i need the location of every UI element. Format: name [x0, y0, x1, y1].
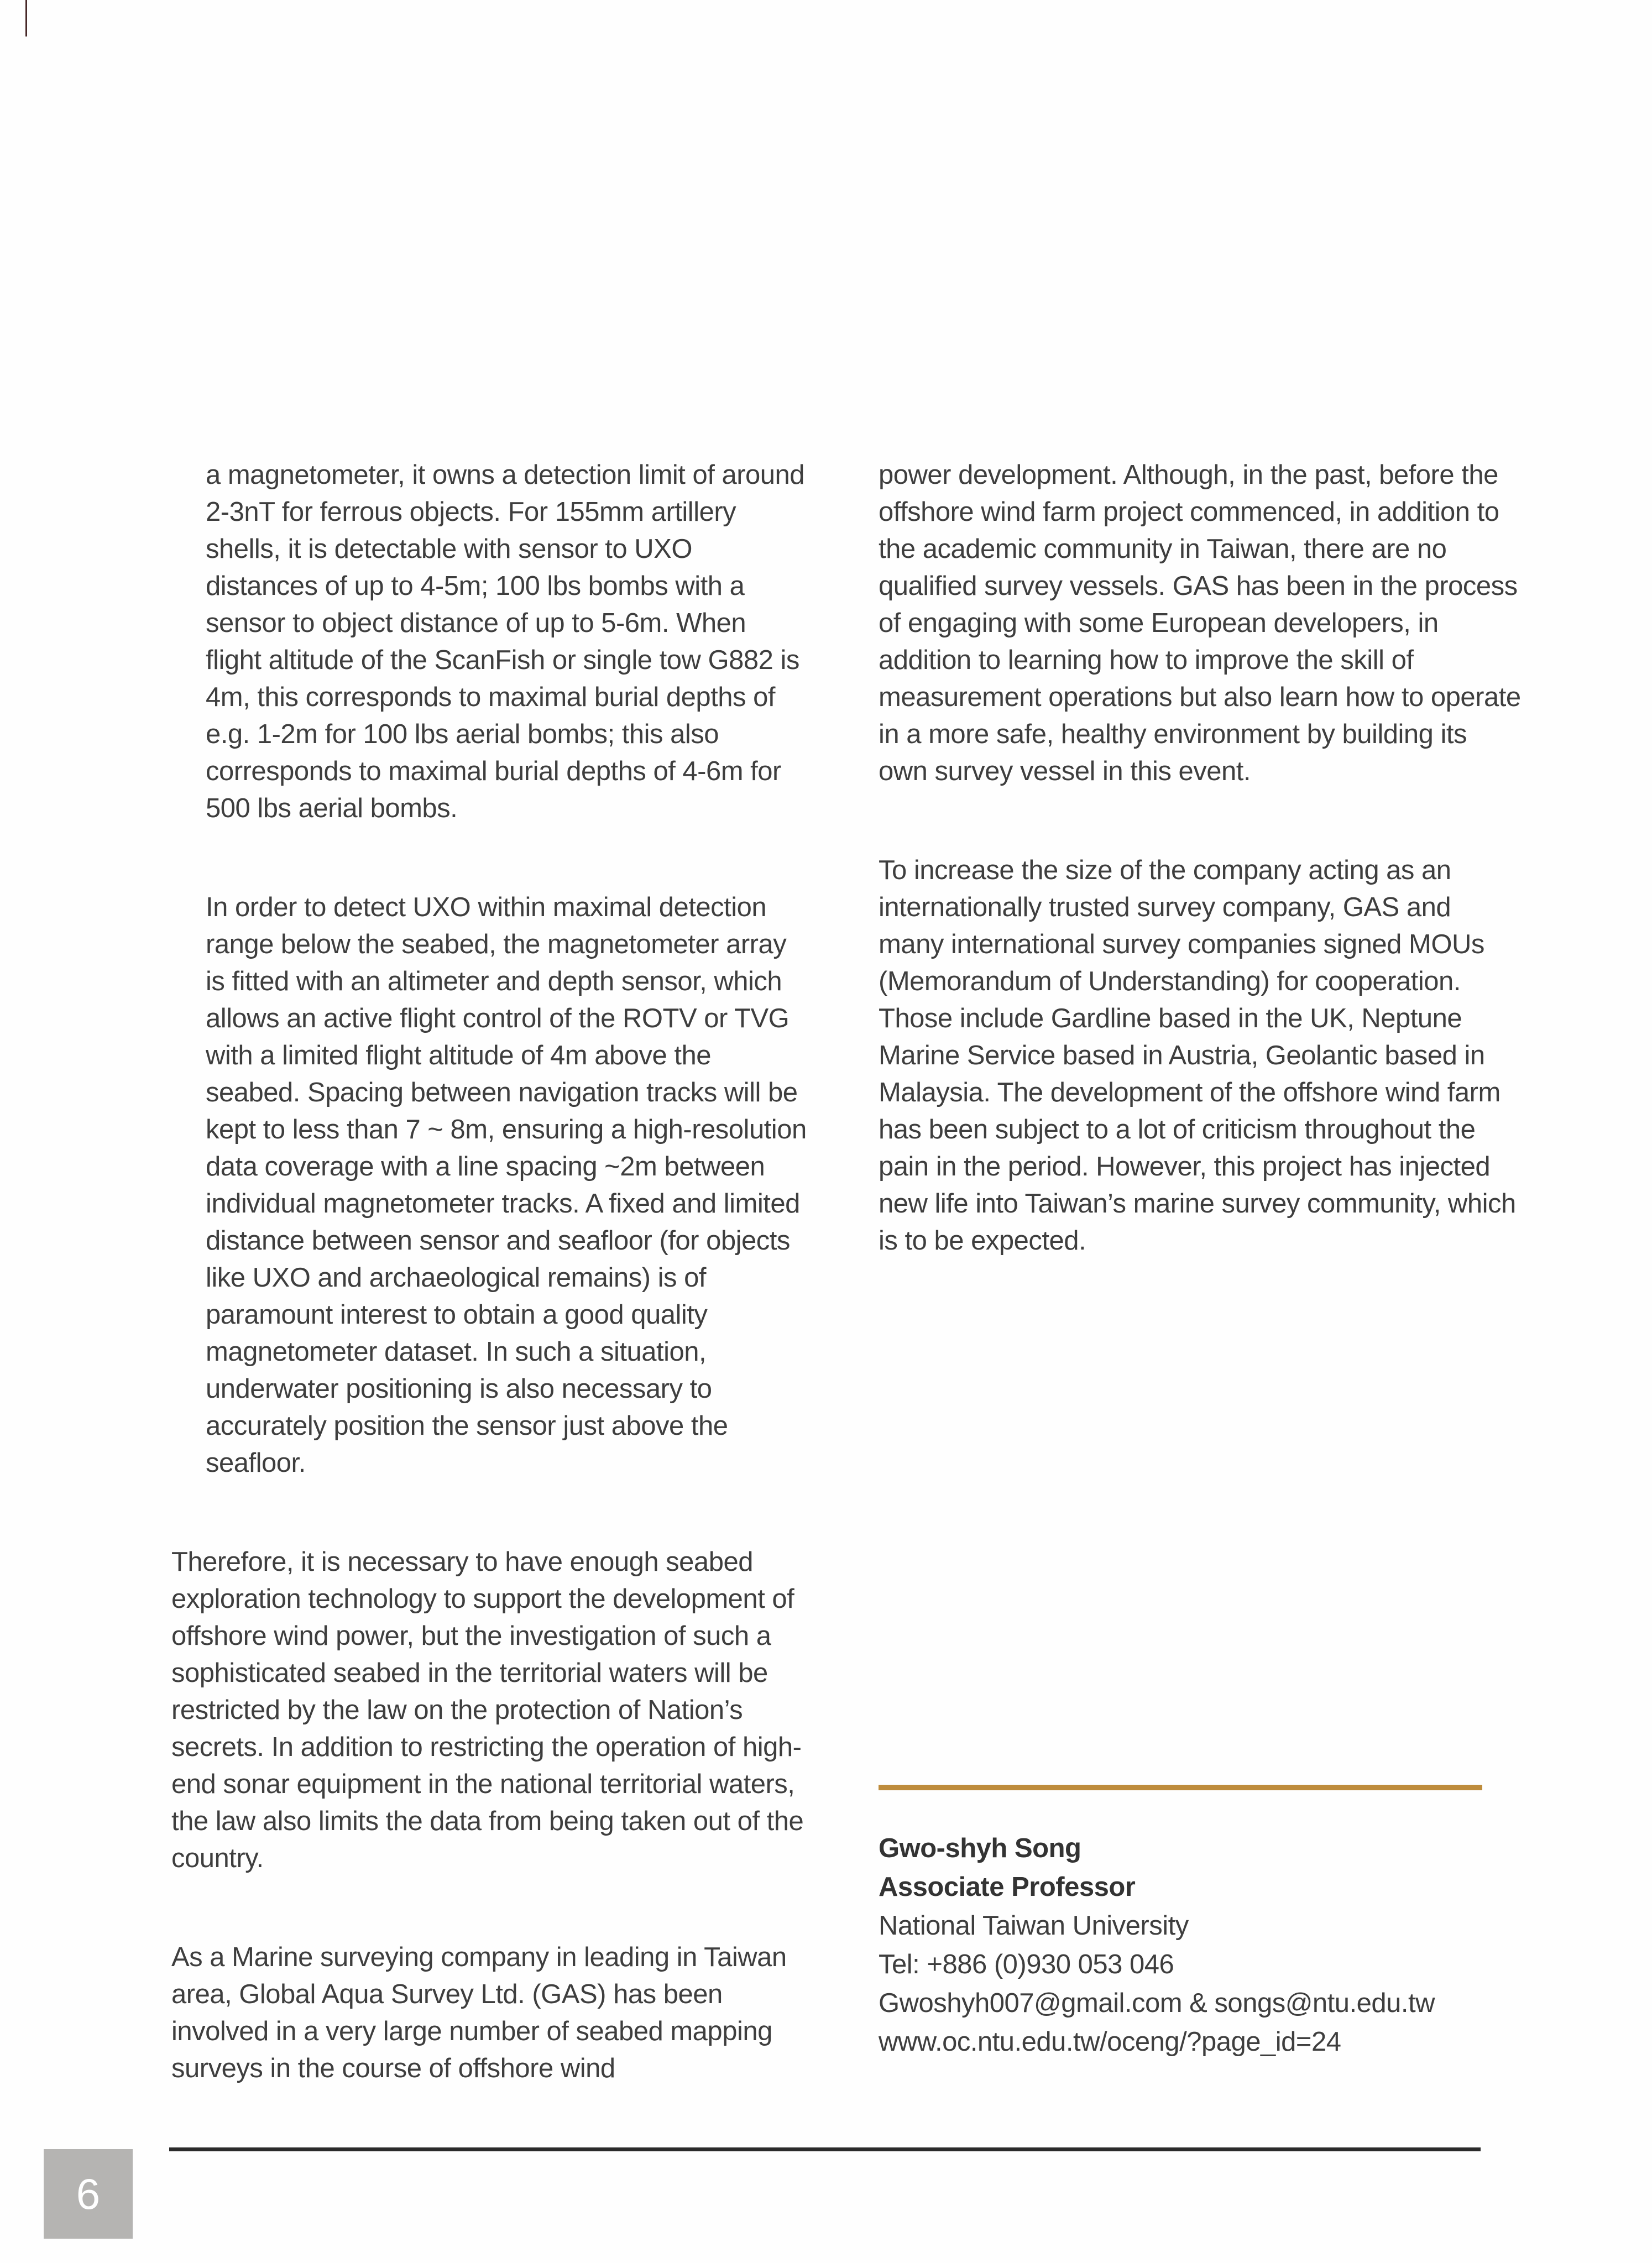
- contact-website: www.oc.ntu.edu.tw/oceng/?page_id=24: [879, 2027, 1341, 2057]
- footer-rule: [169, 2147, 1481, 2151]
- page-number: 6: [76, 2170, 101, 2218]
- right-column: [879, 457, 1523, 1321]
- page-number-badge: [44, 2149, 133, 2239]
- paragraph-seabed-technology: Therefore, it is necessary to have enough seabed exploration technology to support the development of offshore wind power, but the investigation of such a sophisticated seabed in the territorial waters will be restricted by the law on the protection of Nation’s secrets. In addition to restricting the operation of high-end sonar equipment in the national territorial waters, the law also limits the data from being taken out of the country.: [171, 1547, 804, 1873]
- paragraph-power-development: power development. Although, in the past, before the offshore wind farm project commenced, in addition to the academic community in Taiwan, there are no qualified survey vessels. GAS has been in the process of engaging with some European developers, in addition to learning how to improve the skill of measurement operations but also learn how to operate in a more safe, healthy environment by building its own survey vessel in this event.: [879, 460, 1521, 786]
- contact-telephone: Tel: +886 (0)930 053 046: [879, 1950, 1174, 1979]
- contact-divider-rule: [879, 1785, 1482, 1790]
- contact-title: Associate Professor: [879, 1872, 1136, 1902]
- paragraph-gas-company: As a Marine surveying company in leading in Taiwan area, Global Aqua Survey Ltd. (GAS) has been involved in a very large number of seabed mapping surveys in the course of offshore wind: [171, 1942, 787, 2083]
- paragraph-uxo-detection: In order to detect UXO within maximal detection range below the seabed, the magnetometer array is fitted with an altimeter and depth sensor, which allows an active flight control of the ROTV or TVG with a limited flight altitude of 4m above the seabed. Spacing between navigation tracks will be kept to less than 7 ~ 8m, ensuring a high-resolution data coverage with a line spacing ~2m between individual magnetometer tracks. A fixed and limited distance between sensor and seafloor (for objects like UXO and archaeological remains) is of paramount interest to obtain a good quality magnetometer dataset. In such a situation, underwater positioning is also necessary to accurately position the sensor just above the seafloor.: [206, 892, 807, 1478]
- paragraph-mou-cooperation: To increase the size of the company acting as an internationally trusted survey company, GAS and many international survey companies signed MOUs (Memorandum of Understanding) for cooperation. Those include Gardline based in the UK, Neptune Marine Service based in Austria, Geolantic based in Malaysia. The development of the offshore wind farm has been subject to a lot of criticism throughout the pain in the period. However, this project has injected new life into Taiwan’s marine survey community, which is to be expected.: [879, 855, 1516, 1256]
- contact-name: Gwo-shyh Song: [879, 1833, 1081, 1863]
- contact-organization: National Taiwan University: [879, 1911, 1189, 1941]
- paragraph-detection-limit: a magnetometer, it owns a detection limit of around 2-3nT for ferrous objects. For 155mm artillery shells, it is detectable with sensor to UXO distances of up to 4-5m; 100 lbs bombs with a sensor to object distance of up to 5-6m. When flight altitude of the ScanFish or single tow G882 is 4m, this corresponds to maximal burial depths of e.g. 1-2m for 100 lbs aerial bombs; this also corresponds to maximal burial depths of 4-6m for 500 lbs aerial bombs.: [206, 460, 805, 823]
- contact-email: Gwoshyh007@gmail.com & songs@ntu.edu.tw: [879, 1988, 1435, 2018]
- corner-crop-mark: [25, 0, 27, 36]
- left-column: [171, 457, 807, 2149]
- contact-block: [879, 1785, 1520, 2061]
